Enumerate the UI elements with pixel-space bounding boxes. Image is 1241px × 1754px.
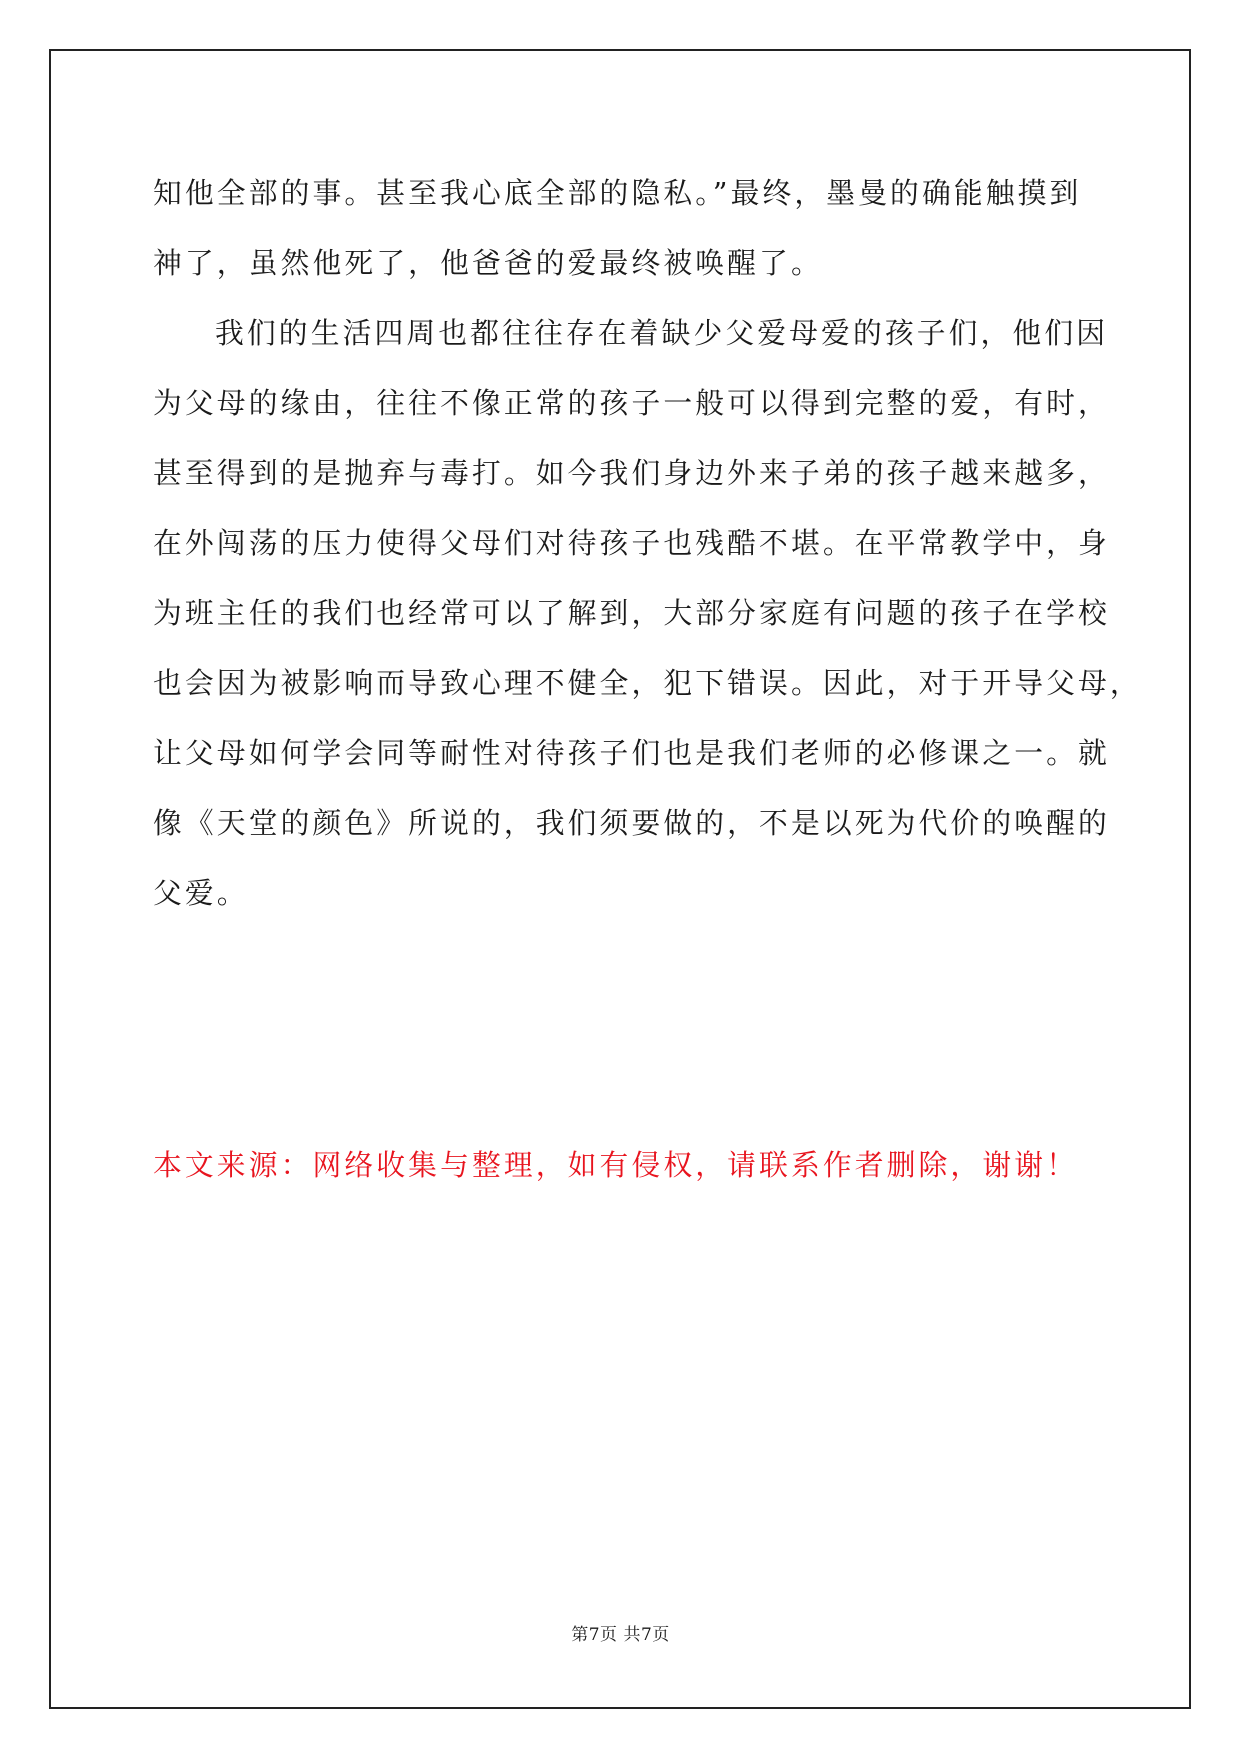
body-line: 神了，虽然他死了，他爸爸的爱最终被唤醒了。 xyxy=(153,246,823,280)
body-line: 为父母的缘由，往往不像正常的孩子一般可以得到完整的爱，有时， xyxy=(153,386,1110,420)
body-line: 父爱。 xyxy=(153,876,249,910)
body-line: 甚至得到的是抛弃与毒打。如今我们身边外来子弟的孩子越来越多， xyxy=(153,456,1110,490)
body-line: 为班主任的我们也经常可以了解到，大部分家庭有问题的孩子在学校 xyxy=(153,596,1110,630)
body-line: 像《天堂的颜色》所说的，我们须要做的，不是以死为代价的唤醒的 xyxy=(153,806,1110,840)
body-line: 也会因为被影响而导致心理不健全，犯下错误。因此，对于开导父母， xyxy=(153,666,1142,700)
page-number-footer: 第7页 共7页 xyxy=(571,1625,670,1645)
paragraph-start-line: 我们的生活四周也都往往存在着缺少父爱母爱的孩子们，他们因 xyxy=(215,316,1109,350)
body-line: 知他全部的事。甚至我心底全部的隐私。”最终，墨曼的确能触摸到 xyxy=(153,176,1082,210)
document-body xyxy=(153,158,1142,928)
body-line: 让父母如何学会同等耐性对待孩子们也是我们老师的必修课之一。就 xyxy=(153,736,1110,770)
source-disclaimer: 本文来源：网络收集与整理，如有侵权，请联系作者删除，谢谢！ xyxy=(153,1148,1079,1182)
body-line: 在外闯荡的压力使得父母们对待孩子也残酷不堪。在平常教学中，身 xyxy=(153,526,1110,560)
